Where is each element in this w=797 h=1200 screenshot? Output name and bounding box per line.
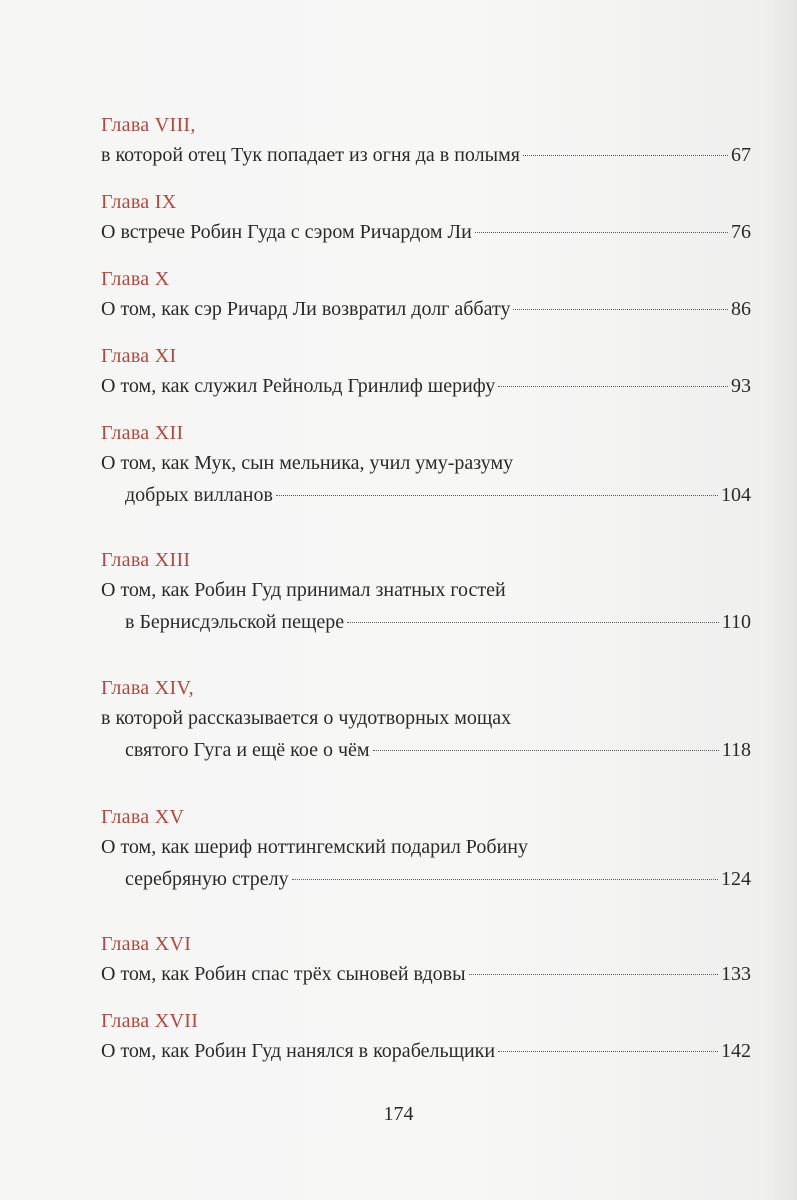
dot-leader (475, 232, 728, 233)
toc-line (101, 706, 751, 730)
page-number: 124 (721, 868, 751, 890)
chapter-heading: Глава XII (101, 422, 184, 444)
page-number: 118 (721, 739, 751, 761)
chapter-heading: Глава XV (101, 806, 185, 828)
chapter-heading: Глава XVII (101, 1010, 199, 1032)
toc-line (101, 297, 751, 321)
chapter-title: О том, как шериф ноттингемский подарил Робину (101, 836, 529, 858)
dot-leader (347, 622, 719, 623)
chapter-title-continued: серебряную стрелу (125, 868, 289, 890)
page-number: 110 (721, 611, 751, 633)
page-folio-number: 174 (383, 1103, 414, 1125)
toc-entry-ch15 (101, 805, 751, 891)
chapter-title-continued: святого Гуга и ещё кое о чём (125, 739, 370, 761)
toc-line (101, 1039, 751, 1063)
chapter-title: О том, как Робин спас трёх сыновей вдовы (101, 963, 466, 985)
toc-entry-ch16 (101, 932, 751, 986)
page-number: 93 (731, 375, 751, 397)
toc-line (101, 867, 751, 891)
chapter-title: О встрече Робин Гуда с сэром Ричардом Ли (101, 221, 472, 243)
toc-entry-ch14 (101, 676, 751, 762)
dot-leader (523, 155, 728, 156)
toc-line (101, 451, 751, 475)
toc-line (101, 220, 751, 244)
dot-leader (469, 974, 718, 975)
chapter-heading: Глава X (101, 268, 170, 290)
chapter-title: О том, как служил Рейнольд Гринлиф шерифу (101, 375, 496, 397)
page-number: 67 (731, 144, 751, 166)
toc-line (101, 610, 751, 634)
chapter-heading: Глава XI (101, 345, 177, 367)
toc-line (101, 374, 751, 398)
toc-line (101, 738, 751, 762)
toc-entry-ch11 (101, 344, 751, 398)
chapter-heading: Глава XIV, (101, 677, 194, 699)
toc-line (101, 483, 751, 507)
toc-line (101, 578, 751, 602)
dot-leader (513, 309, 728, 310)
chapter-heading: Глава XIII (101, 549, 191, 571)
chapter-heading: Глава VIII, (101, 114, 196, 136)
toc-line (101, 835, 751, 859)
chapter-title: в которой отец Тук попадает из огня да в полымя (101, 144, 520, 166)
page-number: 133 (721, 963, 751, 985)
page-number: 104 (721, 484, 751, 506)
chapter-title: О том, как Робин Гуд принимал знатных гостей (101, 579, 506, 601)
dot-leader (373, 750, 719, 751)
chapter-title: О том, как Мук, сын мельника, учил уму-разуму (101, 452, 514, 474)
toc-line (101, 143, 751, 167)
chapter-title: О том, как Робин Гуд нанялся в корабельщики (101, 1040, 496, 1062)
toc-entry-ch12 (101, 421, 751, 507)
chapter-heading: Глава IX (101, 191, 177, 213)
chapter-title-continued: в Бернисдэльской пещере (125, 611, 345, 633)
toc-entry-ch10 (101, 267, 751, 321)
chapter-title-continued: добрых вилланов (125, 484, 273, 506)
toc-entry-ch17 (101, 1009, 751, 1063)
page-number: 76 (731, 221, 751, 243)
dot-leader (292, 879, 718, 880)
page-number: 142 (721, 1040, 751, 1062)
chapter-title: в которой рассказывается о чудотворных мощах (101, 707, 512, 729)
dot-leader (498, 386, 728, 387)
toc-entry-ch13 (101, 548, 751, 634)
dot-leader (498, 1051, 718, 1052)
dot-leader (276, 495, 718, 496)
chapter-title: О том, как сэр Ричард Ли возвратил долг аббату (101, 298, 511, 320)
toc-line (101, 962, 751, 986)
toc-entry-ch9 (101, 190, 751, 244)
toc-entry-ch8 (101, 113, 751, 167)
page-number: 86 (731, 298, 751, 320)
chapter-heading: Глава XVI (101, 933, 192, 955)
